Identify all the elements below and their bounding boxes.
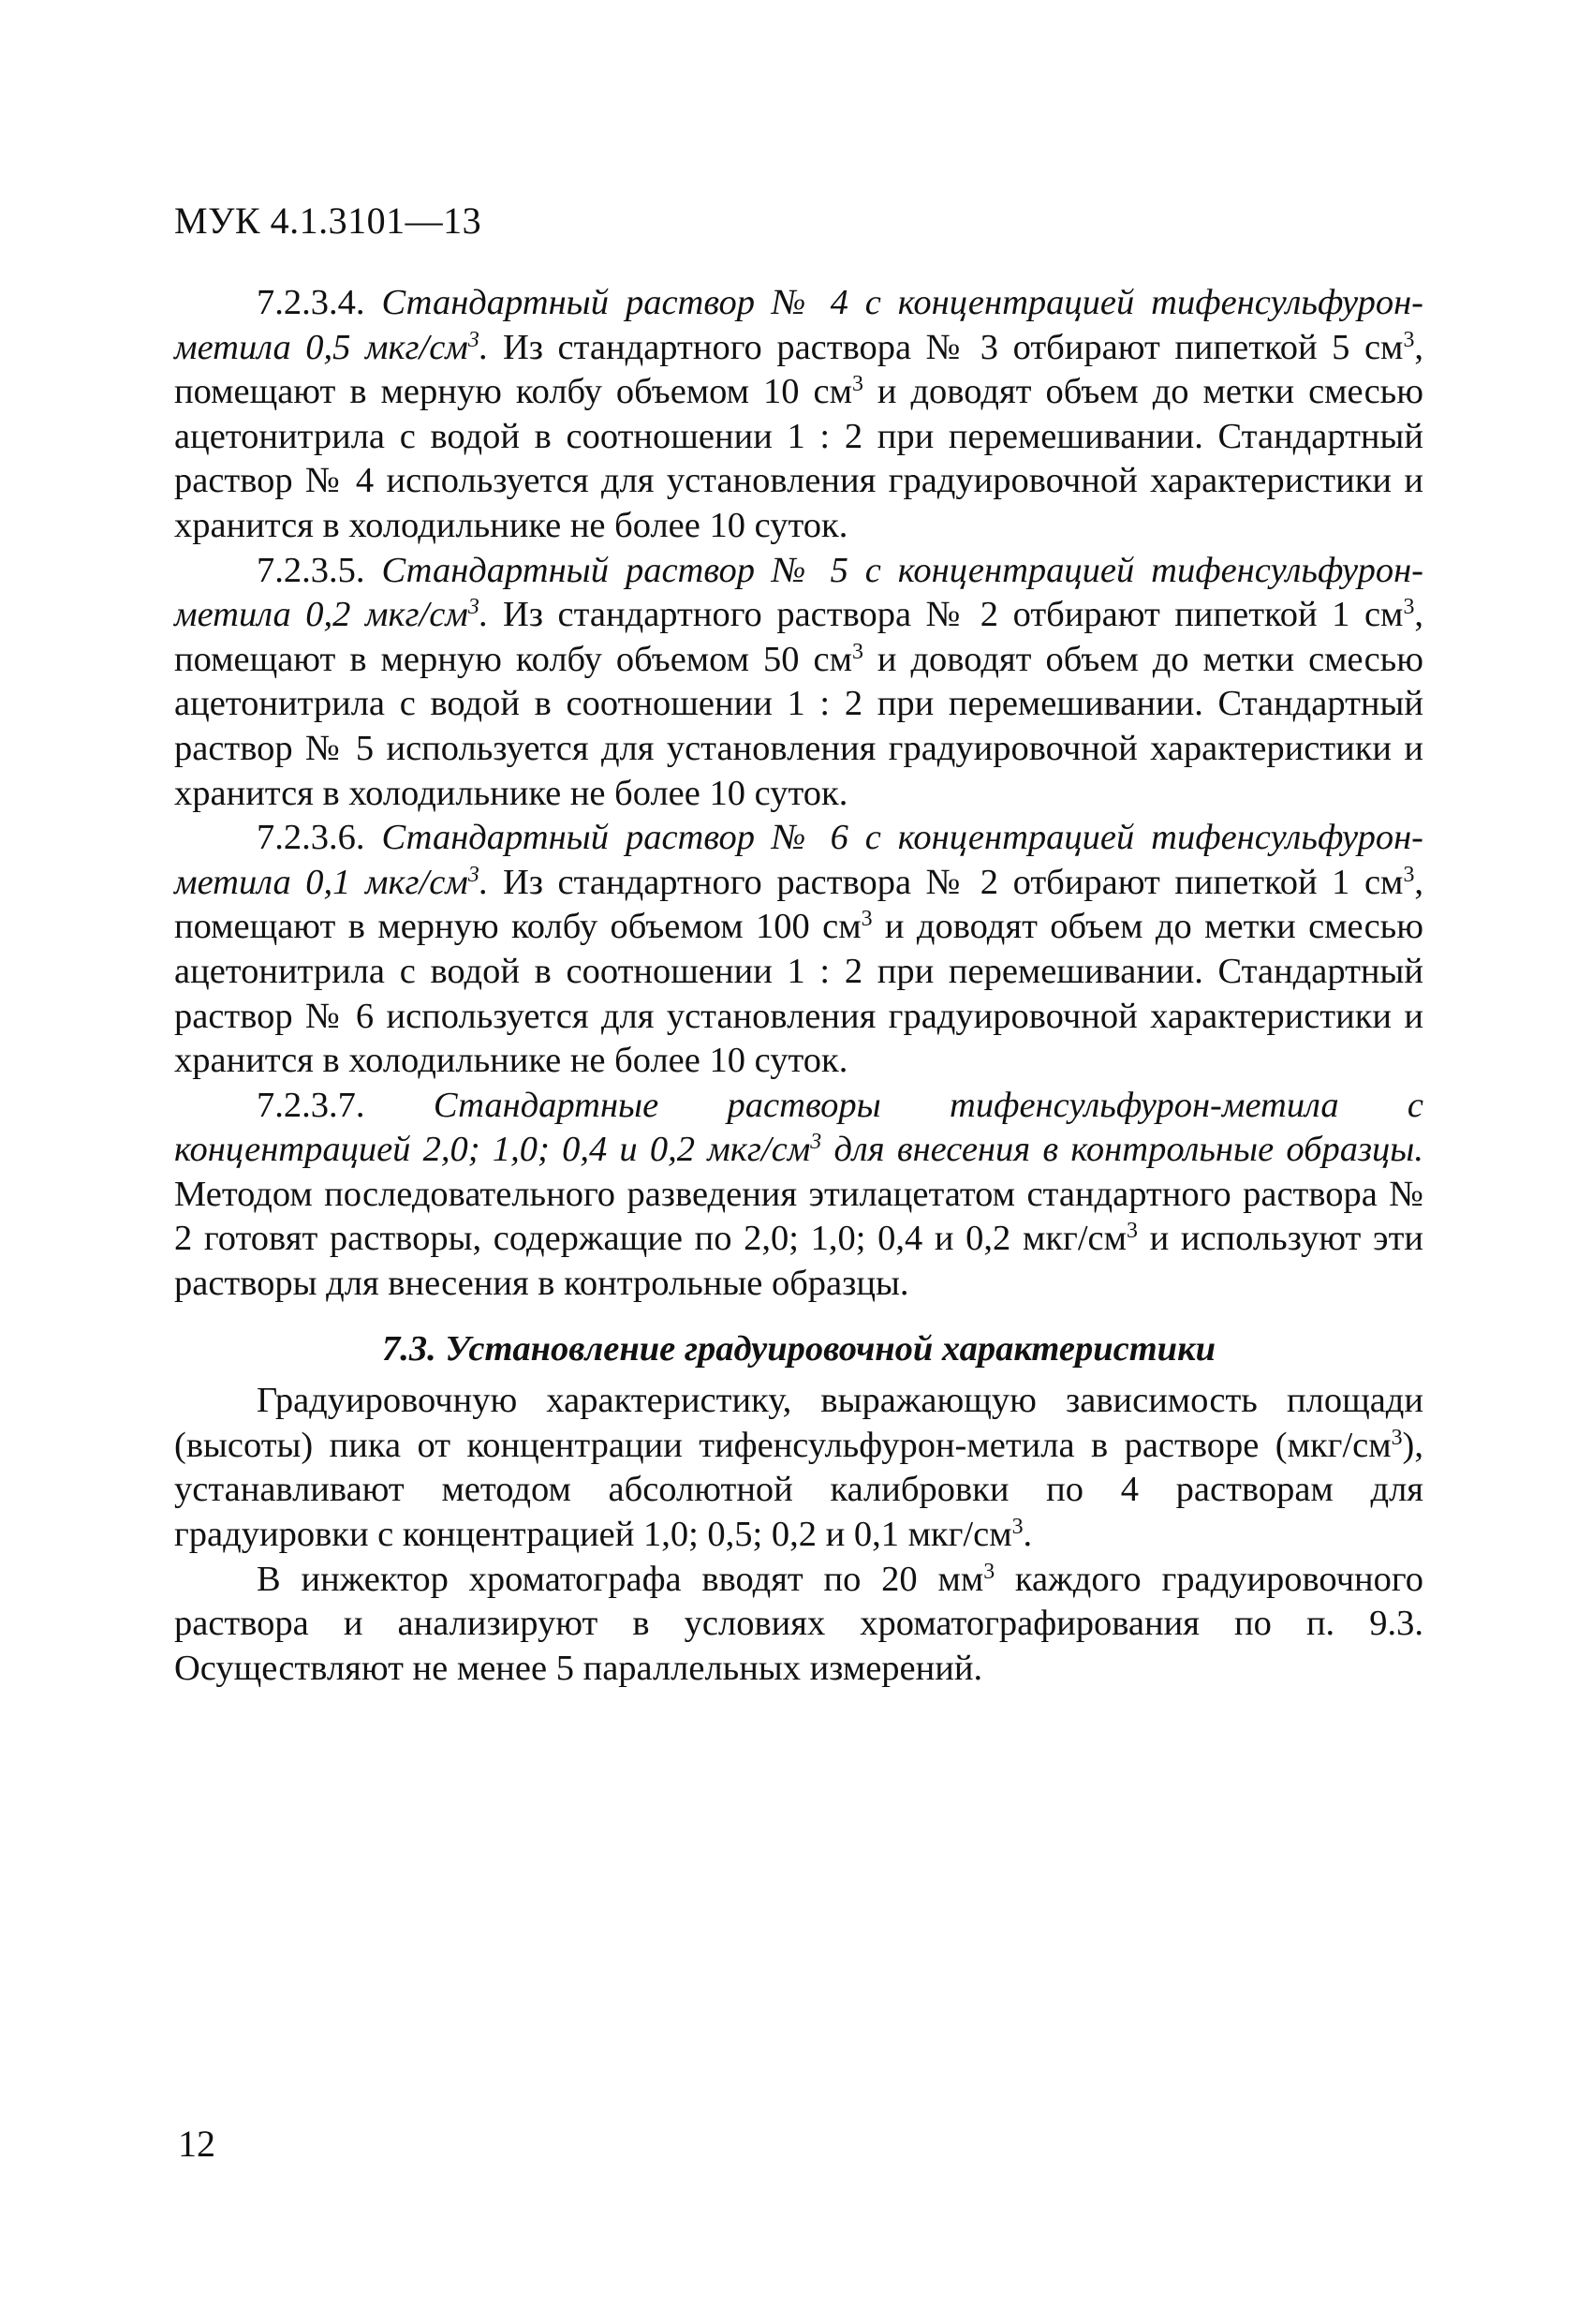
document-code: МУК 4.1.3101—13 <box>174 200 482 242</box>
paragraph-7-2-3-5: 7.2.3.5. Стандартный раствор № 5 с концентрацией тифенсульфурон-метила 0,2 мкг/$см^3$. Из стандартного раствора № 2 отбирают пипеткой 1 $см^3$, помещают в мерную колбу объемом 50 $см^3$ и доводят объем до метки смесью ацетонитрила с водой в соотношении 1 : 2 при перемешивании. Стандартный раствор № 5 используется для установления градуировочной характеристики и хранится в холодильнике не более 10 суток. <box>174 550 1423 813</box>
paragraph-calibration: Градуировочную характеристику, выражающую зависимость площади (высоты) пика от концентрации тифенсульфурон-метила в растворе $(мкг/см^3)$, устанавливают методом абсолютной калибровки по 4 растворам для градуировки с концентрацией 1,0; 0,5; 0,2 и 0,1 мкг/$см^3$. <box>174 1381 1423 1555</box>
clause-title: Стандартный раствор № 4 с концентрацией тифенсульфурон-метила 0,5 мкг/$см^3$. <box>174 283 1423 367</box>
clause-title: Стандартный раствор № 5 с концентрацией тифенсульфурон-метила 0,2 мкг/$см^3$. <box>174 550 1423 635</box>
document-body <box>174 281 1423 1691</box>
clause-number: 7.2.3.5. <box>257 550 365 590</box>
paragraph-injection: В инжектор хроматографа вводят по 20 $мм^3$ каждого градуировочного раствора и анализируют в условиях хроматографирования по п. 9.3. Осуществляют не менее 5 параллельных измерений. <box>174 1559 1423 1688</box>
clause-title: Стандартные растворы тифенсульфурон-метила с концентрацией 2,0; 1,0; 0,4 и 0,2 мкг/$см^3$ для внесения в контрольные образцы. <box>174 1085 1424 1170</box>
clause-title: Стандартный раствор № 6 с концентрацией тифенсульфурон-метила 0,1 мкг/$см^3$. <box>174 818 1423 902</box>
clause-number: 7.2.3.6. <box>257 818 365 858</box>
section-heading: 7.3. Установление градуировочной характеристики <box>382 1328 1216 1369</box>
clause-number: 7.2.3.7. <box>257 1085 365 1125</box>
page-number: 12 <box>178 2123 215 2165</box>
paragraph-7-2-3-7: 7.2.3.7. Стандартные растворы тифенсульфурон-метила с концентрацией 2,0; 1,0; 0,4 и 0,2 мкг/$см^3$ для внесения в контрольные образцы. Методом последовательного разведения этилацетатом стандартного раствора № 2 готовят растворы, содержащие по 2,0; 1,0; 0,4 и 0,2 мкг/$см^3$ и используют эти растворы для внесения в контрольные образцы. <box>174 1085 1424 1304</box>
clause-number: 7.2.3.4. <box>257 283 365 322</box>
paragraph-7-2-3-4: 7.2.3.4. Стандартный раствор № 4 с концентрацией тифенсульфурон-метила 0,5 мкг/$см^3$. Из стандартного раствора № 3 отбирают пипеткой 5 $см^3$, помещают в мерную колбу объемом 10 $см^3$ и доводят объем до метки смесью ацетонитрила с водой в соотношении 1 : 2 при перемешивании. Стандартный раствор № 4 используется для установления градуировочной характеристики и хранится в холодильнике не более 10 суток. <box>174 283 1423 545</box>
paragraph-7-2-3-6: 7.2.3.6. Стандартный раствор № 6 с концентрацией тифенсульфурон-метила 0,1 мкг/$см^3$. Из стандартного раствора № 2 отбирают пипеткой 1 $см^3$, помещают в мерную колбу объемом 100 $см^3$ и доводят объем до метки смесью ацетонитрила с водой в соотношении 1 : 2 при перемешивании. Стандартный раствор № 6 используется для установления градуировочной характеристики и хранится в холодильнике не более 10 суток. <box>174 818 1423 1081</box>
